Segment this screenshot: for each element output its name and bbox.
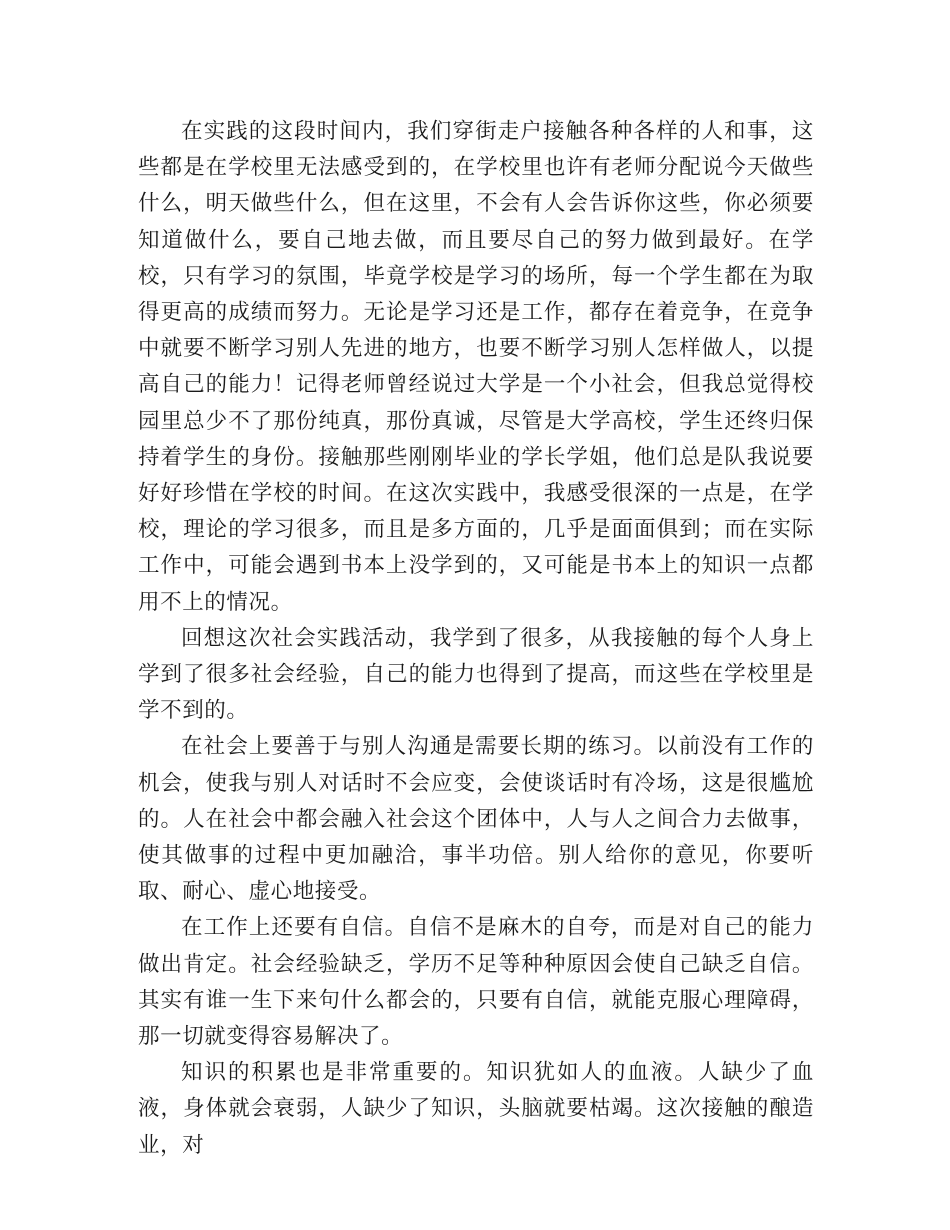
paragraph-1: 在实践的这段时间内，我们穿街走户接触各种各样的人和事，这些都是在学校里无法感受到的，在学校里也许有老师分配说今天做些什么，明天做些什么，但在这里，不会有人会告诉你这些，你必须要知道做什么，要自己地去做，而且要尽自己的努力做到最好。在学校，只有学习的氛围，毕竟学校是学习的场所，每一个学生都在为取得更高的成绩而努力。无论是学习还是工作，都存在着竞争，在竞争中就要不断学习别人先进的地方，也要不断学习别人怎样做人，以提高自己的能力！记得老师曾经说过大学是一个小社会，但我总觉得校园里总少不了那份纯真，那份真诚，尽管是大学高校，学生还终归保持着学生的身份。接触那些刚刚毕业的学长学姐，他们总是队我说要好好珍惜在学校的时间。在这次实践中，我感受很深的一点是，在学校，理论的学习很多，而且是多方面的，几乎是面面俱到；而在实际工作中，可能会遇到书本上没学到的，又可能是书本上的知识一点都用不上的情况。 [138, 119, 814, 615]
paragraph-3: 在社会上要善于与别人沟通是需要长期的练习。以前没有工作的机会，使我与别人对话时不会应变，会使谈话时有冷场，这是很尴尬的。人在社会中都会融入社会这个团体中，人与人之间合力去做事，使其做事的过程中更加融洽，事半功倍。别人给你的意见，你要听取、耐心、虚心地接受。 [138, 734, 814, 905]
paragraph-2: 回想这次社会实践活动，我学到了很多，从我接触的每个人身上学到了很多社会经验，自己的能力也得到了提高，而这些在学校里是学不到的。 [138, 625, 814, 724]
document-body [138, 114, 814, 1164]
paragraph-4: 在工作上还要有自信。自信不是麻木的自夸，而是对自己的能力做出肯定。社会经验缺乏，学历不足等种种原因会使自己缺乏自信。其实有谁一生下来句什么都会的，只要有自信，就能克服心理障碍，那一切就变得容易解决了。 [138, 915, 814, 1050]
paragraph-5: 知识的积累也是非常重要的。知识犹如人的血液。人缺少了血液，身体就会衰弱，人缺少了知识，头脑就要枯竭。这次接触的酿造业，对 [138, 1060, 814, 1158]
